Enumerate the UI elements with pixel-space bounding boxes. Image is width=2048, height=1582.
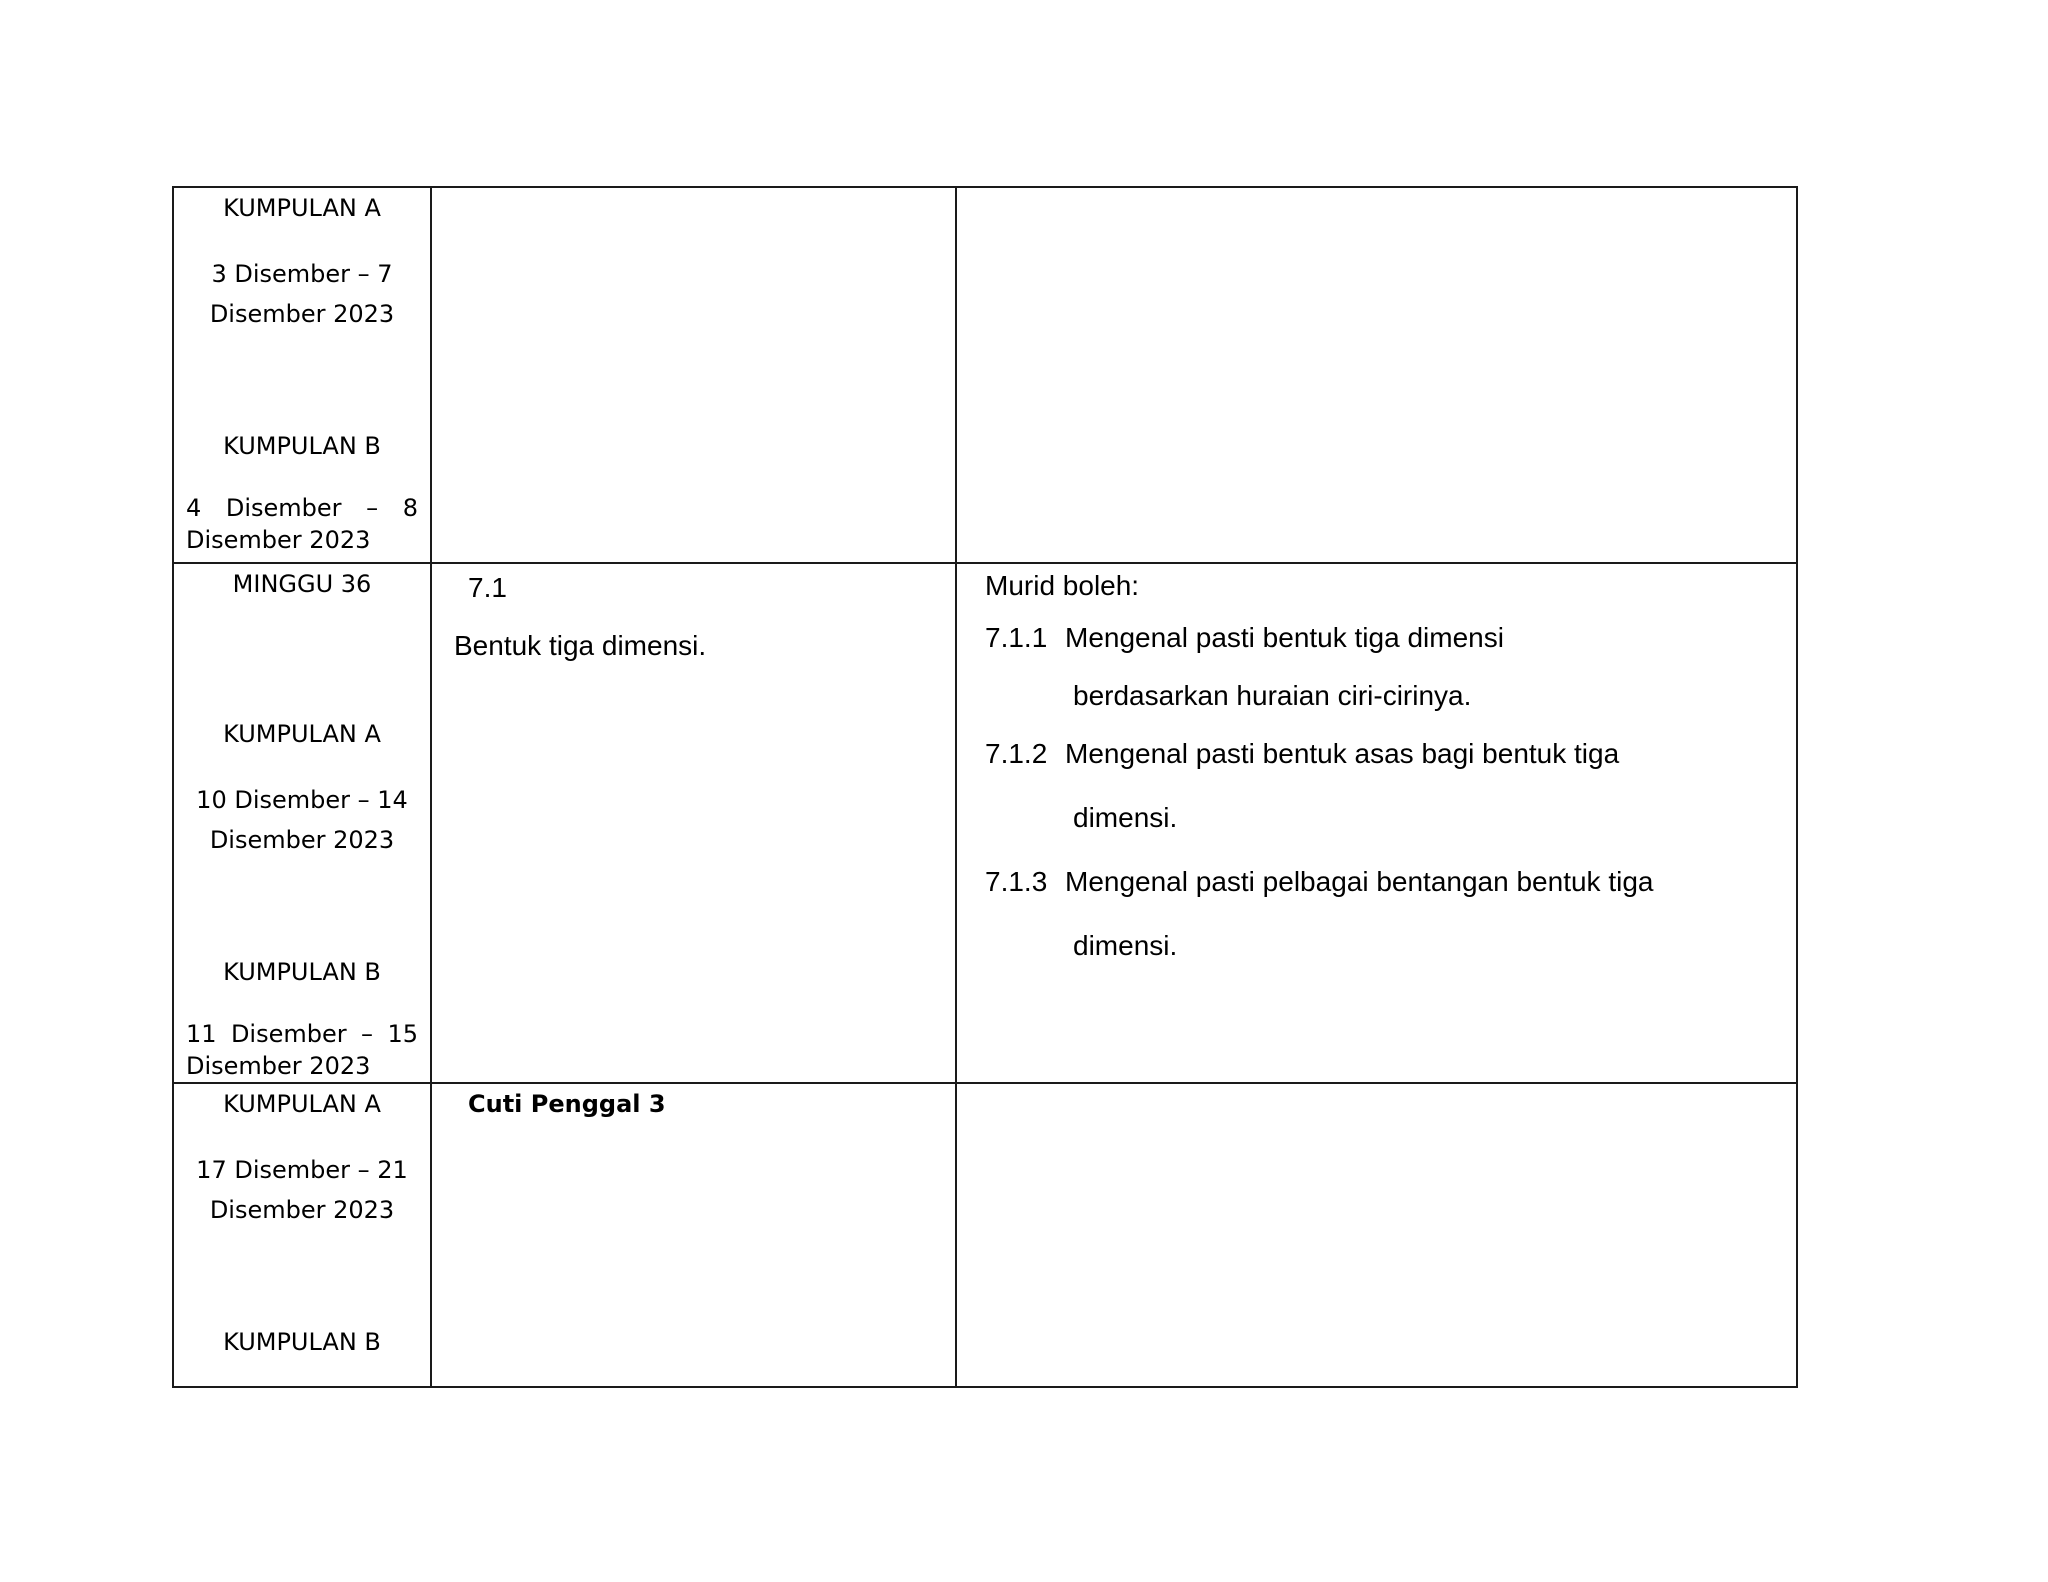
group-b-dates-year: Disember 2023 (186, 526, 371, 554)
objective-text: Mengenal pasti bentuk tiga dimensi (1065, 622, 1504, 653)
standard-cell (431, 563, 956, 1083)
group-b-dates: 11 Disember – 15 (186, 1020, 418, 1048)
holiday-label: Cuti Penggal 3 (468, 1090, 666, 1118)
week-cell (173, 187, 431, 563)
group-a-dates: 17 Disember – 21 (196, 1156, 408, 1184)
group-b-dates-year: Disember 2023 (186, 1052, 371, 1080)
group-b-label: KUMPULAN B (223, 1328, 381, 1356)
group-b-label: KUMPULAN B (223, 432, 381, 460)
group-b-label: KUMPULAN B (223, 958, 381, 986)
objectives-intro: Murid boleh: (985, 570, 1140, 601)
group-a-dates: 10 Disember – 14 (196, 786, 408, 814)
group-a-dates: 3 Disember – 7 (211, 260, 393, 288)
group-a-dates-year: Disember 2023 (209, 1196, 395, 1224)
table-row (173, 1083, 1797, 1387)
objective-text: Mengenal pasti bentuk asas bagi bentuk tiga (1065, 738, 1620, 769)
objective-item (985, 722, 1796, 786)
standard-code: 7.1 (468, 572, 507, 603)
objective-code: 7.1.2 (985, 738, 1048, 769)
objectives-cell (956, 1083, 1797, 1387)
week-label: MINGGU 36 (232, 570, 372, 598)
group-a-dates-year: Disember 2023 (209, 300, 395, 328)
objectives-cell (956, 187, 1797, 563)
week-cell (173, 1083, 431, 1387)
standard-title: Bentuk tiga dimensi. (454, 630, 707, 661)
week-cell (173, 563, 431, 1083)
group-b-dates: 4 Disember – 8 (186, 494, 418, 522)
standard-cell (431, 1083, 956, 1387)
objective-code: 7.1.3 (985, 866, 1048, 897)
objective-code: 7.1.1 (985, 622, 1048, 653)
lesson-plan-table (172, 186, 1798, 1388)
objectives-cell (956, 563, 1797, 1083)
group-a-label: KUMPULAN A (223, 1090, 381, 1118)
objective-text-continued: berdasarkan huraian ciri-cirinya. (1073, 680, 1472, 711)
objective-text-continued: dimensi. (1073, 802, 1178, 833)
table-row (173, 187, 1797, 563)
table-row (173, 563, 1797, 1083)
objective-text-continued: dimensi. (1073, 930, 1178, 961)
group-a-label: KUMPULAN A (223, 194, 381, 222)
group-a-label: KUMPULAN A (223, 720, 381, 748)
group-a-dates-year: Disember 2023 (209, 826, 395, 854)
objective-item (985, 850, 1796, 914)
objective-item (985, 606, 1796, 670)
standard-cell (431, 187, 956, 563)
objective-text: Mengenal pasti pelbagai bentangan bentuk tiga (1065, 866, 1654, 897)
